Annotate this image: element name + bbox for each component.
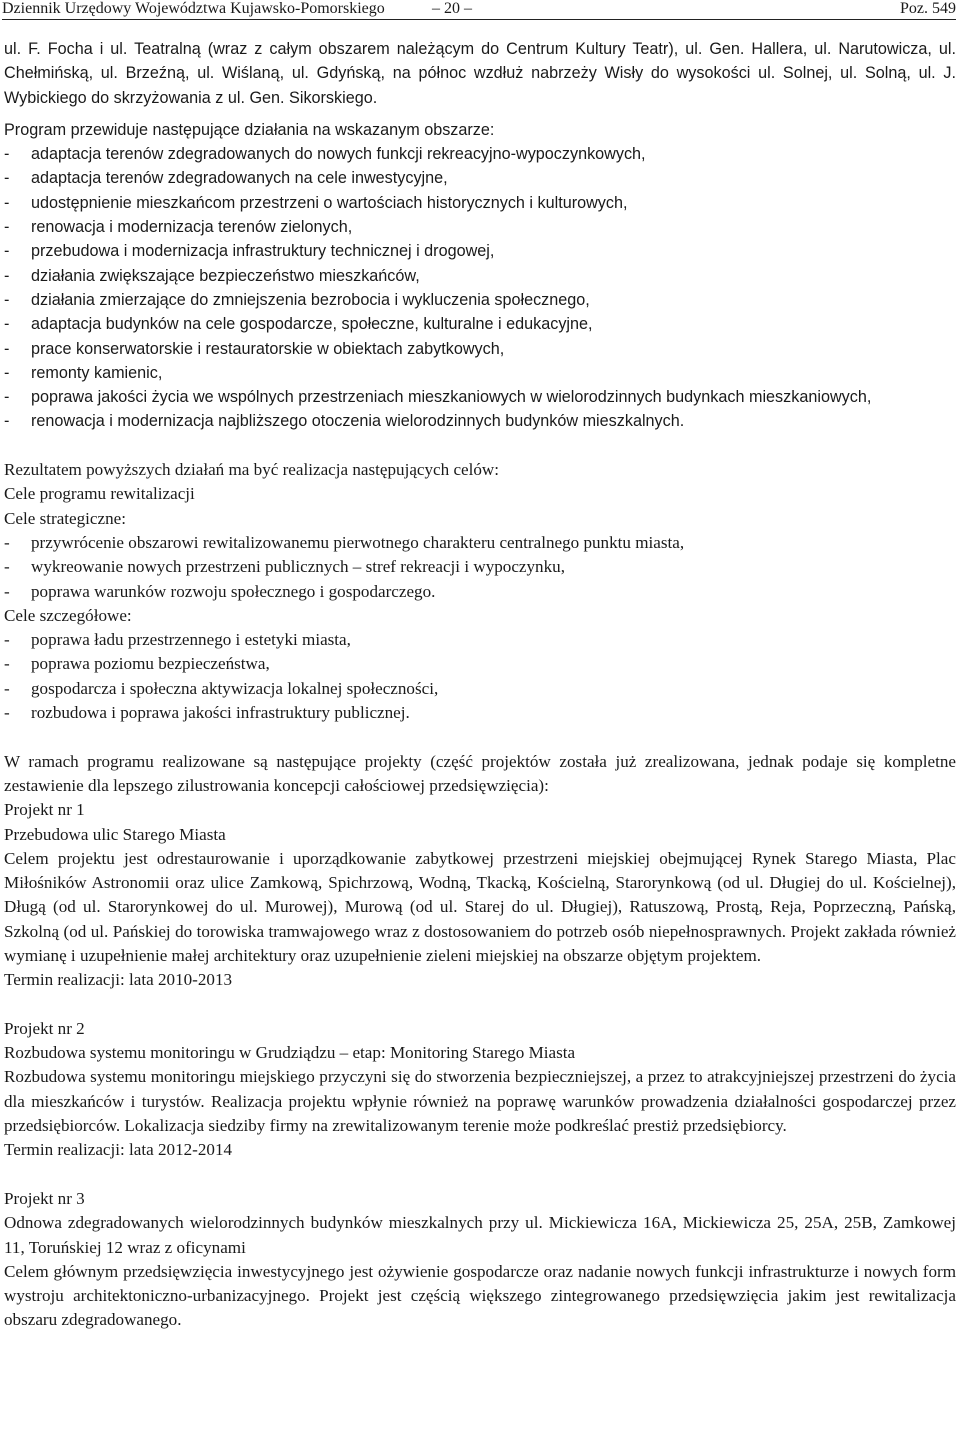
program-goals-heading: Cele programu rewitalizacji [4, 484, 195, 504]
project-number: Projekt nr 1 [4, 800, 85, 820]
list-item: - poprawa poziomu bezpieczeństwa, [4, 652, 956, 676]
list-item: - poprawa ładu przestrzennego i estetyki miasta, [4, 628, 956, 652]
list-item: - adaptacja terenów zdegradowanych na cele inwestycyjne, [4, 166, 956, 190]
list-item: - poprawa jakości życia we wspólnych przestrzeniach mieszkaniowych w wielorodzinnych budynkach mieszkaniowych, [4, 385, 956, 409]
list-item: - działania zmierzające do zmniejszenia bezrobocia i wykluczenia społecznego, [4, 288, 956, 312]
strategic-goals-heading: Cele strategiczne: [4, 508, 126, 528]
journal-title: Dziennik Urzędowy Województwa Kujawsko-Pomorskiego [2, 0, 385, 17]
actions-heading: Program przewiduje następujące działania na wskazanym obszarze: [4, 120, 495, 139]
list-item: - renowacja i modernizacja najbliższego otoczenia wielorodzinnych budynków mieszkalnych. [4, 409, 956, 433]
project-term: Termin realizacji: lata 2010-2013 [4, 970, 233, 990]
project-term: Termin realizacji: lata 2012-2014 [4, 1140, 233, 1160]
strategic-goals-list [4, 531, 956, 604]
project-1 [4, 798, 956, 992]
project-title: Rozbudowa systemu monitoringu w Grudziądzu – etap: Monitoring Starego Miasta [4, 1043, 576, 1063]
list-item: - przywrócenie obszarowi rewitalizowanemu pierwotnego charakteru centralnego punktu miasta, [4, 531, 956, 555]
list-item: - adaptacja terenów zdegradowanych do nowych funkcji rekreacyjno-wypoczynkowych, [4, 142, 956, 166]
area-boundary-text: ul. F. Focha i ul. Teatralną (wraz z całym obszarem należącym do Centrum Kultury Teatr), ul. Gen. Hallera, ul. Narutowicza, ul. Chełmińską, ul. Brzeźną, ul. Wiślaną, ul. Gdyńską, na północ wzdłuż nabrzeży Wisły do wysokości ul. Solnej, ul. Solną, ul. J. Wybickiego do skrzyżowania z ul. Gen. Sikorskiego. [4, 40, 956, 107]
project-number: Projekt nr 3 [4, 1188, 85, 1208]
project-description: Celem głównym przedsięwzięcia inwestycyjnego jest ożywienie gospodarcze oraz nadanie nowych funkcji infrastrukturze i nowych form wystroju architektoniczno-urbanizacyjnego. Projekt jest częścią większego zintegrowanego przedsięwzięcia jakim jest rewitalizacja obszaru zdegradowanego. [4, 1261, 956, 1330]
list-item: - prace konserwatorskie i restauratorskie w obiektach zabytkowych, [4, 337, 956, 361]
list-item: - remonty kamienic, [4, 361, 956, 385]
list-item: - działania zwiększające bezpieczeństwo mieszkańców, [4, 264, 956, 288]
list-item: - adaptacja budynków na cele gospodarcze, społeczne, kulturalne i edukacyjne, [4, 312, 956, 336]
projects-intro: W ramach programu realizowane są następujące projekty (część projektów została już zrealizowana, jednak podaje się kompletne zestawienie dla lepszego zilustrowania koncepcji całościowej przedsięwzięcia): [4, 751, 956, 795]
header-rule [2, 19, 956, 20]
project-3 [4, 1187, 956, 1333]
page-header [2, 0, 956, 22]
goals-intro: Rezultatem powyższych działań ma być realizacja następujących celów: [4, 460, 500, 480]
project-title: Odnowa zdegradowanych wielorodzinnych budynków mieszkalnych przy ul. Mickiewicza 16A, Mickiewicza 25, 25A, 25B, Zamkowej 11, Toruńskiej 12 wraz z oficynami [4, 1213, 956, 1257]
list-item: - gospodarcza i społeczna aktywizacja lokalnej społeczności, [4, 677, 956, 701]
project-description: Celem projektu jest odrestaurowanie i uporządkowanie zabytkowej przestrzeni miejskiej obejmującej Rynek Starego Miasta, Plac Miłośników Astronomii oraz ulice Zamkową, Spichrzową, Wodną, Tkacką, Kościelną, Starorynkową (od ul. Długiej do ul. Kościelnej), Długą (od ul. Starorynkowej do ul. Murowej), Murową (od ul. Starej do ul. Długiej), Ratuszową, Prostą, Reja, Poprzeczną, Pańską, Szkolną (od ul. Pańskiej do torowiska tramwajowego wraz z dostosowaniem do potrzeb osób niepełnosprawnych. Projekt zakłada również wymianę i uzupełnienie małej architektury oraz uzupełnienie zieleni miejskiej na obszarze objętym projektem. [4, 848, 956, 965]
actions-list [4, 142, 956, 434]
detailed-goals-list [4, 628, 956, 725]
list-item: - renowacja i modernizacja terenów zielonych, [4, 215, 956, 239]
list-item: - udostępnienie mieszkańcom przestrzeni o wartościach historycznych i kulturowych, [4, 191, 956, 215]
page-number: – 20 – [432, 0, 472, 17]
list-item: - wykreowanie nowych przestrzeni publicznych – stref rekreacji i wypoczynku, [4, 555, 956, 579]
project-2 [4, 1017, 956, 1163]
project-title: Przebudowa ulic Starego Miasta [4, 824, 226, 844]
list-item: - rozbudowa i poprawa jakości infrastruktury publicznej. [4, 701, 956, 725]
project-description: Rozbudowa systemu monitoringu miejskiego przyczyni się do stworzenia bezpieczniejszej, a przez to atrakcyjniejszej przestrzeni do życia dla mieszkańców i turystów. Realizacja projektu wpłynie również na poprawę warunków prowadzenia działalności gospodarczej przez przedsiębiorców. Lokalizacja siedziby firmy na zrewitalizowanym terenie może podkreślać prestiż przedsiębiorcy. [4, 1067, 956, 1136]
list-item: - poprawa warunków rozwoju społecznego i gospodarczego. [4, 580, 956, 604]
position-number: Poz. 549 [900, 0, 956, 17]
document-body [4, 37, 956, 1333]
detailed-goals-heading: Cele szczegółowe: [4, 605, 132, 625]
project-number: Projekt nr 2 [4, 1018, 85, 1038]
list-item: - przebudowa i modernizacja infrastruktury technicznej i drogowej, [4, 239, 956, 263]
